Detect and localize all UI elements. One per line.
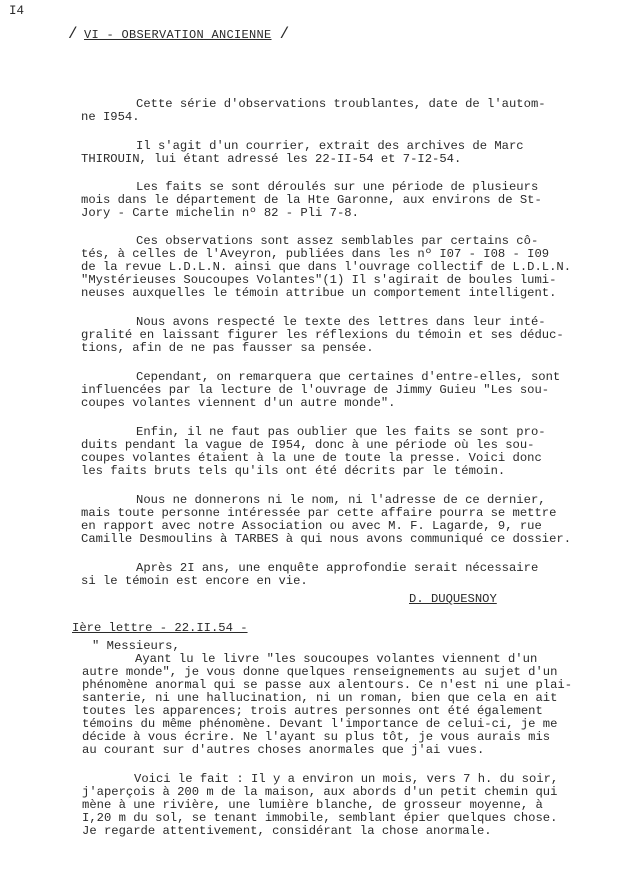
text-line: en rapport avec notre Association ou avec M. F. Lagarde, 9, rue [81,519,542,533]
text-line: Je regarde attentivement, considérant la chose anormale. [82,824,492,838]
text-line: ne I954. [81,110,140,124]
section-title: / VI - OBSERVATION ANCIENNE / [68,25,290,43]
text-line: santerie, ni une hallucination, ni un roman, bien que cela en ait [82,691,558,705]
text-line: Nous ne donnerons ni le nom, ni l'adresse de ce dernier, [136,493,546,507]
text-line: tions, afin de ne pas fausser sa pensée. [81,341,374,355]
text-line: décide à vous écrire. Ne l'ayant su plus tôt, je vous aurais mis [82,730,551,744]
signature: D. DUQUESNOY [409,592,497,606]
text-line: Après 2I ans, une enquête approfondie serait nécessaire [136,561,539,575]
page-number: I4 [9,4,25,18]
text-line: coupes volantes étaient à la une de toute la presse. Voici donc [81,451,542,465]
text-line: I,20 m du sol, se tenant immobile, semblant épier quelques chose. [82,811,558,825]
text-line: les faits bruts tels qu'ils ont été décrits par le témoin. [81,464,506,478]
text-line: j'aperçois à 200 m de la maison, aux abords d'un petit chemin qui [82,785,558,799]
text-line: Voici le fait : Il y a environ un mois, vers 7 h. du soir, [134,772,559,786]
text-line: au courant sur d'autres choses anormales que j'ai vues. [82,743,485,757]
text-line: de la revue L.D.L.N. ainsi que dans l'ouvrage collectif de L.D.L.N. [81,260,572,274]
text-line: Ces observations sont assez semblables par certains cô- [136,234,539,248]
text-line: mais toute personne intéressée par cette affaire pourra se mettre [81,506,557,520]
text-line: mois dans le département de la Hte Garonne, aux environs de St- [81,193,542,207]
text-line: coupes volantes viennent d'un autre monde". [81,396,396,410]
text-line: Nous avons respecté le texte des lettres dans leur inté- [136,315,546,329]
text-line: tés, à celles de l'Aveyron, publiées dans les nº I07 - I08 - I09 [81,247,550,261]
text-line: mène à une rivière, une lumière blanche, de grosseur moyenne, à [82,798,543,812]
text-line: " Messieurs, [92,639,180,653]
text-line: Les faits se sont déroulés sur une période de plusieurs [136,180,539,194]
text-line: Cette série d'observations troublantes, date de l'autom- [136,97,546,111]
text-line: phénomène anormal qui se passe aux alentours. Ce n'est ni une plai- [82,678,573,692]
section-title-text: VI - OBSERVATION ANCIENNE [84,28,272,42]
text-line: duits pendant la vague de I954, donc à une période où les sou- [81,438,535,452]
text-line: Jory - Carte michelin nº 82 - Pli 7-8. [81,206,359,220]
text-line: toutes les apparences; trois autres personnes ont été également [82,704,543,718]
letter-heading: Ière lettre - 22.II.54 - [72,621,248,635]
text-line: autre monde", je vous donne quelques renseignements au sujet d'un [82,665,558,679]
text-line: témoins du même phénomène. Devant l'importance de celui-ci, je me [82,717,558,731]
text-line: Ayant lu le livre "les soucoupes volantes viennent d'un [135,652,538,666]
text-line: Il s'agit d'un courrier, extrait des archives de Marc [136,139,524,153]
text-line: Cependant, on remarquera que certaines d'entre-elles, sont [136,370,561,384]
text-line: si le témoin est encore en vie. [81,574,308,588]
text-line: influencées par la lecture de l'ouvrage de Jimmy Guieu "Les sou- [81,383,550,397]
text-line: "Mystérieuses Soucoupes Volantes"(1) Il s'agirait de boules lumi- [81,273,557,287]
text-line: THIROUIN, lui étant adressé les 22-II-54 et 7-I2-54. [81,152,462,166]
text-line: gralité en laissant figurer les réflexions du témoin et ses déduc- [81,328,564,342]
text-line: Enfin, il ne faut pas oublier que les faits se sont pro- [136,425,546,439]
text-line: Camille Desmoulins à TARBES à qui nous avons communiqué ce dossier. [81,532,572,546]
text-line: neuses auxquelles le témoin attribue un comportement intelligent. [81,286,557,300]
